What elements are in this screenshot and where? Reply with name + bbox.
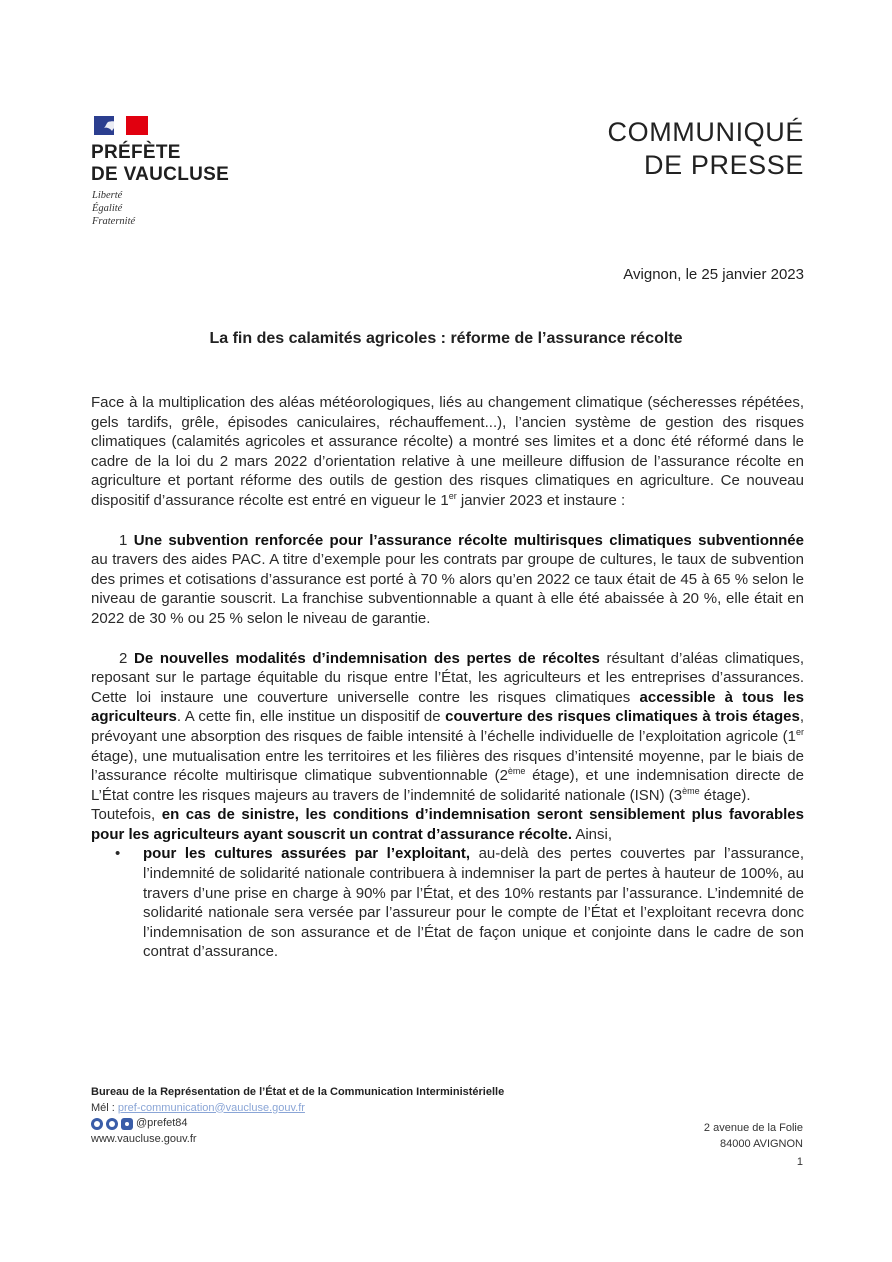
press-release-title: La fin des calamités agricoles : réforme de l’assurance récolte (209, 330, 683, 347)
measure-2-emphasis-c: couverture des risques climatiques à trois étages (445, 708, 800, 726)
footer-contact (91, 1085, 504, 1147)
marianne-logo-icon (94, 116, 148, 135)
conditions-list (91, 844, 804, 962)
footer-mail-label: Mél : (91, 1101, 118, 1114)
intro-text: Face à la multiplication des aléas météorologiques, liés au changement climatique (sécheresses répétées, gels tardifs, grêle, épisodes caniculaires, réchauffement...), l’ancien système de gestion des risques climatiques (calamités agricoles et assurance récolte) a montré ses limites et a donc été réformé dans le cadre de la loi du 2 mars 2022 d’orientation relative à une meilleure diffusion de l’assurance récolte en agriculture et portant réforme des outils de gestion des risques climatiques en agriculture. Ce nouveau dispositif d’assurance récolte est entré en vigueur le 1 (91, 394, 804, 509)
measure-2-text-a: résultant d’aléas climatiques, reposant sur le partage équitable du risque entre l’État, les agriculteurs et les entreprises d’assurances. Cette loi instaure une couverture universelle contre les risques climatiques (91, 649, 805, 706)
measure-2-superscript-3: ème (682, 785, 700, 796)
bullet-icon: • (115, 845, 121, 863)
press-release-body (91, 393, 804, 962)
footer-office-name: Bureau de la Représentation de l’État et de la Communication Interministérielle (91, 1086, 505, 1098)
intro-paragraph (91, 393, 804, 511)
intro-text-end: janvier 2023 et instaure : (456, 491, 626, 509)
measure-2-superscript-2: ème (507, 766, 526, 777)
measure-2-text-c: , prévoyant une absorption des risques de faible intensité à l’échelle individuelle de l’exploitation agricole (1 (91, 708, 804, 745)
facebook-icon[interactable] (106, 1118, 118, 1130)
document-type-line1: COMMUNIQUÉ (607, 117, 804, 147)
measure-2-number: 2 (119, 649, 128, 667)
motto-egalite: Égalité (92, 203, 123, 214)
conditions-emphasis: en cas de sinistre, les conditions d’indemnisation seront sensiblement plus favorables pour les agriculteurs ayant souscrit un contrat d’assurance récolte. (91, 806, 804, 843)
motto-fraternite: Fraternité (92, 216, 136, 227)
measure-1-paragraph (91, 531, 804, 629)
document-type-line2: DE PRESSE (644, 150, 804, 180)
document-type-heading (608, 116, 805, 182)
twitter-icon[interactable] (91, 1118, 103, 1130)
footer-social-row (91, 1116, 504, 1132)
measure-1-number: 1 (119, 531, 128, 549)
document-date: Avignon, le 25 janvier 2023 (623, 266, 804, 283)
measure-2-heading: De nouvelles modalités d’indemnisation des pertes de récoltes (134, 649, 600, 667)
list-item (91, 844, 804, 962)
footer-website-link[interactable]: www.vaucluse.gouv.fr (91, 1132, 197, 1145)
measure-1-heading: Une subvention renforcée pour l’assurance récolte multirisques climatiques subventionnée (133, 531, 804, 549)
measure-2-emphasis-b: accessible à tous les agriculteurs (91, 688, 804, 726)
measure-2-text-f: étage). (699, 786, 751, 804)
conditions-paragraph (91, 805, 804, 844)
prefecture-name-line2: DE VAUCLUSE (91, 164, 230, 185)
conditions-text-a: Toutefois, (91, 806, 162, 824)
page-number: 1 (796, 1156, 803, 1168)
republic-motto (92, 189, 135, 228)
measure-2-text-d: étage), une mutualisation entre les territoires et les filières des risques d’intensité moyenne, par le biais de l’assurance récolte multirisque climatique subventionnable (2 (91, 747, 804, 785)
measure-2-text-e: étage), et une indemnisation directe de L’État contre les risques majeurs au travers de l’indemnité de solidarité nationale (ISN) (3 (91, 767, 804, 804)
instagram-icon[interactable] (121, 1118, 133, 1130)
list-item-heading: pour les cultures assurées par l’exploitant, (143, 845, 471, 863)
prefecture-name-line1: PRÉFÈTE (91, 142, 181, 163)
footer-social-handle[interactable]: @prefet84 (136, 1117, 188, 1129)
measure-1-text: au travers des aides PAC. A titre d’exemple pour les contrats par groupe de cultures, le taux de subvention des primes et cotisations d’assurance est porté à 70 % alors qu’en 2022 ce taux était de 45 à 65 % selon le niveau de garantie souscrit. La franchise subventionnable a quant à elle été abaissée à 20 %, elle était en 2022 de 30 % ou 25 % selon le niveau de garantie. (91, 551, 804, 627)
measure-2-superscript-1: er (795, 726, 804, 737)
intro-superscript: er (448, 490, 457, 501)
measure-2-text-b: . A cette fin, elle institue un dispositif de (176, 708, 446, 726)
footer-mail-line (91, 1101, 504, 1117)
prefecture-name (91, 142, 229, 186)
list-item-text: au-delà des pertes couvertes par l’assurance, l’indemnité de solidarité nationale contribuera à indemniser la part de pertes à hauteur de 100%, au travers d’une prise en charge à 90% par l’État, et des 10% restants par l’assurance. L’indemnité de solidarité nationale sera versée par l’assureur pour le compte de l’État et l’exploitant recevra donc l’indemnisation de son assurance et de l’État de façon unique et conjointe dans le cadre de son contrat d’assurance. (143, 845, 805, 961)
measure-2-paragraph (91, 649, 804, 806)
footer-address-line2: 84000 AVIGNON (720, 1138, 803, 1150)
footer-address-line1: 2 avenue de la Folie (703, 1122, 803, 1134)
conditions-text-b: Ainsi, (571, 825, 613, 843)
footer-address (704, 1120, 803, 1152)
motto-liberte: Liberté (92, 190, 123, 201)
footer-mail-link[interactable]: pref-communication@vaucluse.gouv.fr (117, 1101, 305, 1114)
